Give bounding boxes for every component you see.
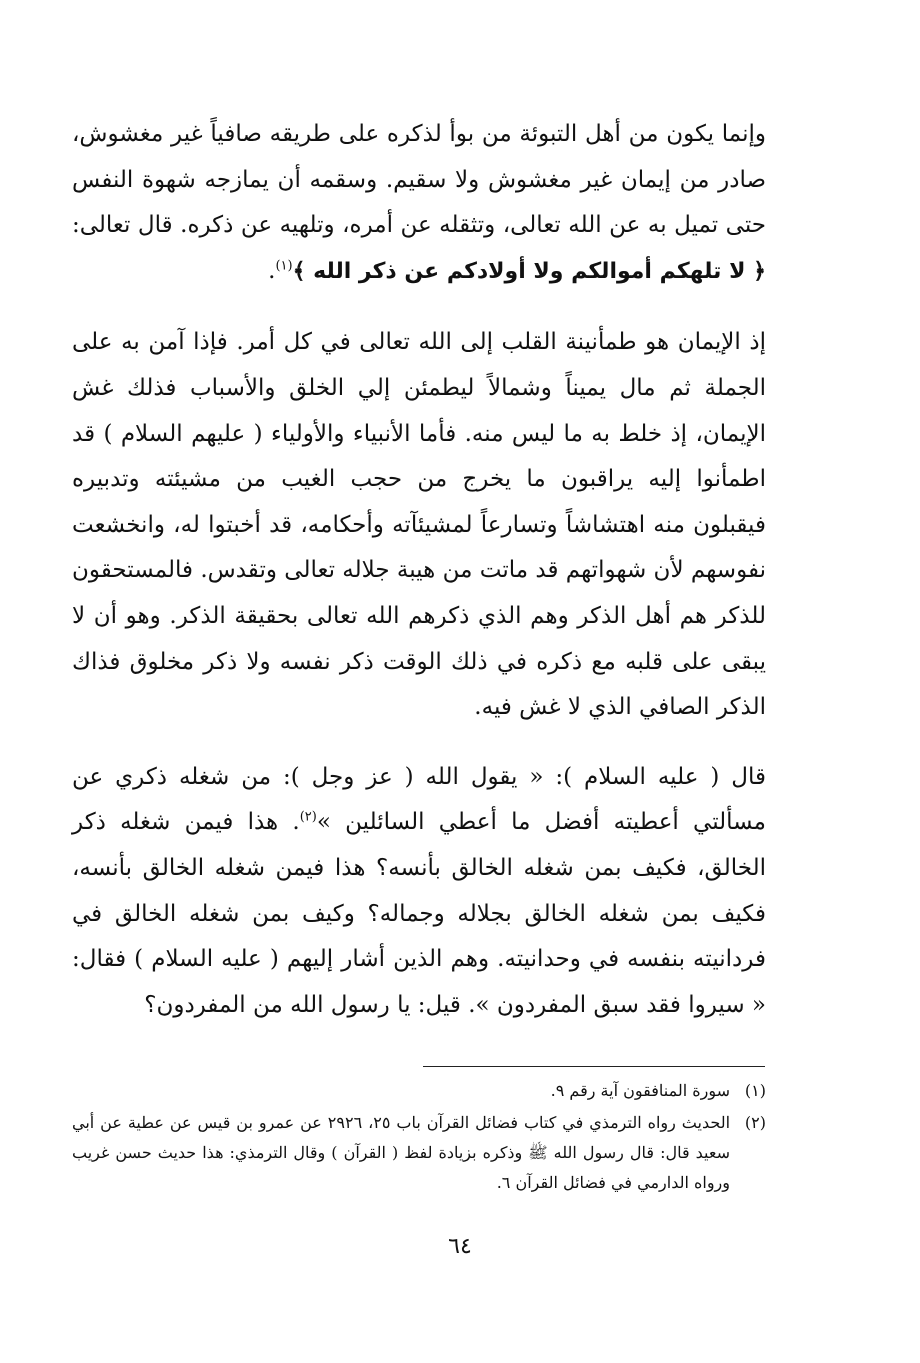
paragraph-3-text-a: قال ( عليه السلام ): « يقول الله ( عز وجل ): من شغله ذكري عن مسألتي أعطيته أفضل ما أعطي السائلين » [72,763,766,836]
paragraph-1-end: . [268,257,276,284]
footnote-2 [72,1108,766,1198]
footnotes [72,1076,766,1198]
footnote-2-text: الحديث رواه الترمذي في كتاب فضائل القرآن باب ٢٥، ٢٩٢٦ عن عمرو بن قيس عن عطية عن أبي سعيد قال: قال رسول الله ﷺ وذكره بزيادة لفظ ( القرآن ) وقال الترمذي: هذا حديث حسن غريب ورواه الدارمي في فضائل القرآن ٦. [72,1113,731,1192]
paragraph-3 [72,755,766,1029]
footnote-1 [72,1076,766,1106]
paragraph-2-text: إذ الإيمان هو طمأنينة القلب إلى الله تعالى في كل أمر. فإذا آمن به على الجملة ثم مال يميناً وشمالاً ليطمئن إلي الخلق والأسباب فذلك غش الإيمان، إذ خلط به ما ليس منه. فأما الأنبياء والأولياء ( عليهم السلام ) قد اطمأنوا إليه يراقبون ما يخرج من حجب الغيب من مشيئته وتدبيره فيقبلون منه اهتشاشاً وتسارعاً لمشيئآته وأحكامه، قد أخبتوا له، وانخشعت نفوسهم لأن شهواتهم قد ماتت من هيبة جلاله تعالى وتقدس. فالمستحقون للذكر هم أهل الذكر وهم الذي ذكرهم الله تعالى بحقيقة الذكر. وهو أن لا يبقى على قلبه مع ذكره في ذلك الوقت ذكر نفسه ولا ذكر مخلوق فذاك الذكر الصافي الذي لا غش فيه. [72,329,766,721]
footnote-1-text: سورة المنافقون آية رقم ٩. [550,1081,730,1100]
page-number: ٦٤ [448,1234,472,1259]
paragraph-1-text: وإنما يكون من أهل التبوئة من بوأ لذكره على طريقه صافياً غير مغشوش، صادر من إيمان غير مغشوش ولا سقيم. وسقمه أن يمازجه شهوة النفس حتى تميل به عن الله تعالى، وتثقله عن أمره، وتلهيه عن ذكره. قال تعالى: [72,121,766,239]
paragraph-2 [72,320,766,730]
footnote-2-number: (٢) [744,1113,766,1132]
paragraph-3-text-b: . هذا فيمن شغله ذكر الخالق، فكيف بمن شغله الخالق بأنسه؟ هذا فيمن شغله الخالق بأنسه، فكيف بمن شغله الخالق بجلاله وجماله؟ وكيف بمن شغله الخالق في فردانيته بنفسه في وحدانيته. وهم الذين أشار إليهم ( عليه السلام ) فقال: « سيروا فقد سبق المفردون ». قيل: يا رسول الله من المفردون؟ [72,809,766,1018]
footnote-ref-2: (٢) [299,809,317,825]
quran-verse: ﴿ لا تلهكم أموالكم ولا أولادكم عن ذكر الله ﴾ [292,258,766,284]
footnote-ref-1: (١) [275,258,293,274]
footnote-1-number: (١) [744,1081,766,1100]
paragraph-1 [72,112,766,294]
footnote-divider [423,1066,765,1067]
main-text [72,112,766,1028]
